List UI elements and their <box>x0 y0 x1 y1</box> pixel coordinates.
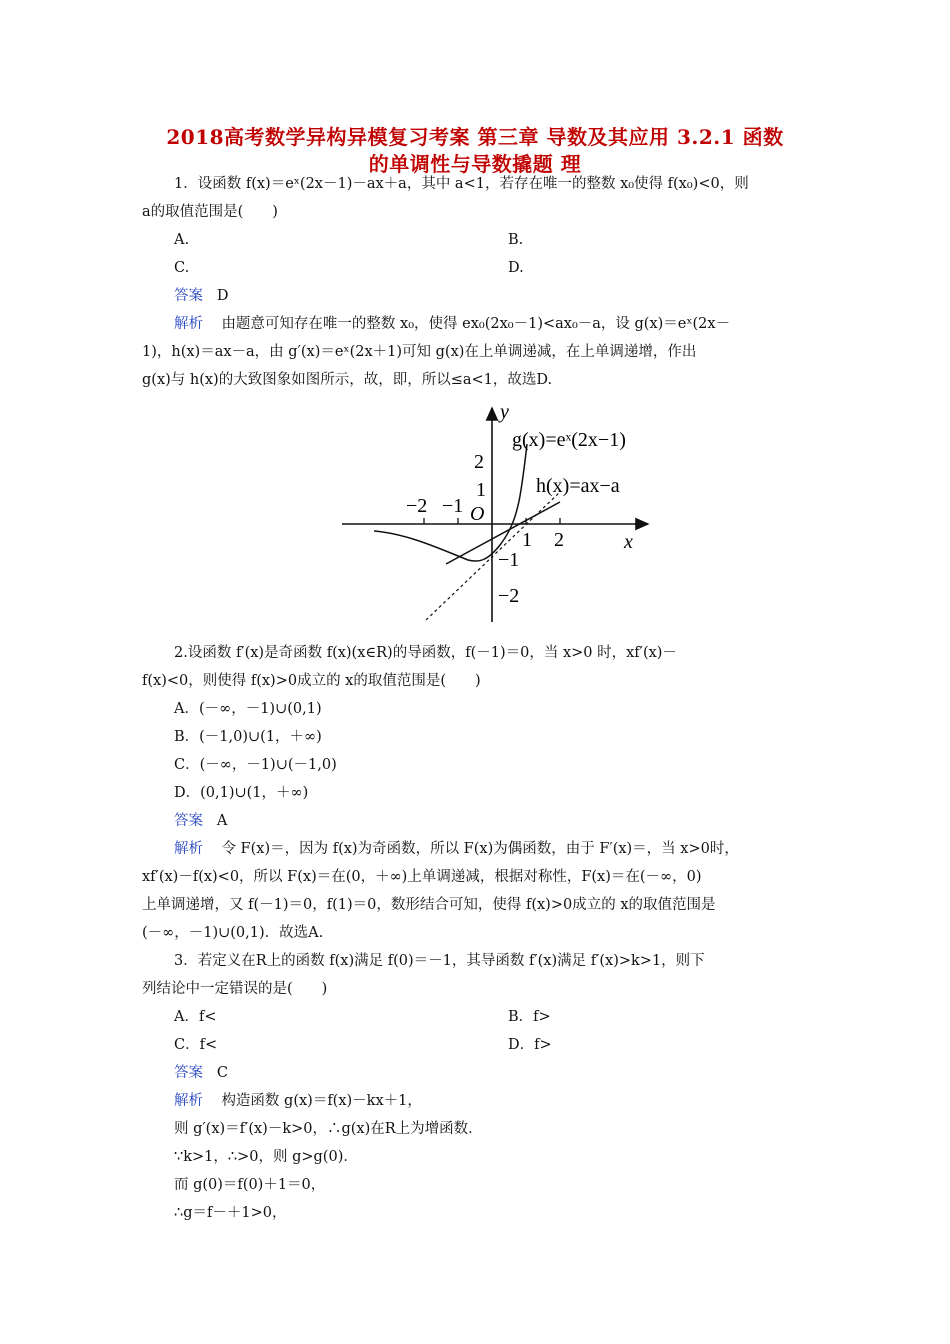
q2-analysis-line-2: xf′(x)－f(x)<0，所以 F(x)＝在(0，＋∞)上单调递减，根据对称性，F(x)＝在(－∞，0) <box>142 869 702 885</box>
answer-value: A <box>216 813 228 829</box>
tick-y-neg2: −2 <box>498 585 520 607</box>
answer-label: 答案 <box>174 1065 203 1081</box>
q2-option-d: D．(0,1)∪(1，＋∞) <box>174 785 309 801</box>
q1-stem-line-1: 1．设函数 f(x)＝eˣ(2x－1)－ax＋a，其中 a<1，若存在唯一的整数 x₀使得 f(x₀)<0，则 <box>174 176 749 192</box>
q1-option-c: C. <box>174 260 190 276</box>
document-title <box>120 124 830 178</box>
q3-option-c: C．f< <box>174 1037 218 1053</box>
q2-analysis-line-4: (－∞，－1)∪(0,1)．故选A. <box>142 925 324 941</box>
tick-y-neg1: −1 <box>498 549 520 571</box>
q2-stem-line-1: 2.设函数 f′(x)是奇函数 f(x)(x∈R)的导函数，f(－1)＝0，当 x>0 时，xf′(x)－ <box>174 645 677 661</box>
q3-answer <box>174 1063 810 1083</box>
q3-option-a: A．f< <box>174 1009 217 1025</box>
title-line-1: 2018高考数学异构异模复习考案 第三章 导数及其应用 3.2.1 函数 <box>166 125 784 149</box>
q1-option-d: D. <box>508 260 524 276</box>
q2-analysis-line-1 <box>174 839 810 859</box>
q3-analysis-line-3: ∵k>1，∴>0，则 g>g(0)． <box>174 1149 358 1165</box>
q2-option-b: B．(－1,0)∪(1，＋∞) <box>174 729 322 745</box>
q2-option-c: C．(－∞，－1)∪(－1,0) <box>174 757 337 773</box>
q3-option-d: D．f> <box>508 1037 552 1053</box>
analysis-text: 构造函数 g(x)＝f(x)－kx＋1， <box>221 1093 422 1109</box>
q3-analysis-line-4: 而 g(0)＝f(0)＋1＝0， <box>174 1177 326 1193</box>
answer-label: 答案 <box>174 813 203 829</box>
q3-analysis-line-5: ∴g＝f－＋1>0， <box>174 1205 287 1221</box>
q1-stem-line-2: a的取值范围是( ) <box>142 204 278 220</box>
analysis-label: 解析 <box>174 1093 203 1109</box>
analysis-label: 解析 <box>174 841 203 857</box>
tick-x-neg1: −1 <box>442 495 464 517</box>
q3-stem-line-2: 列结论中一定错误的是( ) <box>142 981 328 997</box>
tick-y-2: 2 <box>474 451 484 473</box>
h-function-label: h(x)=ax−a <box>536 475 620 497</box>
q2-stem-line-2: f(x)<0，则使得 f(x)>0成立的 x的取值范围是( ) <box>142 673 481 689</box>
q1-option-b: B. <box>508 232 524 248</box>
q2-answer <box>174 811 810 831</box>
origin-label: O <box>470 503 485 525</box>
tick-x-2: 2 <box>554 529 564 551</box>
answer-label: 答案 <box>174 288 203 304</box>
tick-y-1: 1 <box>476 479 486 501</box>
q1-analysis-line-1 <box>174 314 810 334</box>
function-graph-figure <box>328 400 658 628</box>
q1-analysis-line-3: g(x)与 h(x)的大致图象如图所示，故，即，所以≤a<1，故选D. <box>142 372 553 388</box>
analysis-label: 解析 <box>174 316 203 332</box>
answer-value: C <box>216 1065 228 1081</box>
q3-option-b: B．f> <box>508 1009 551 1025</box>
tick-x-1: 1 <box>522 529 532 551</box>
q1-analysis-line-2: 1)，h(x)＝ax－a，由 g′(x)＝eˣ(2x＋1)可知 g(x)在上单调递减，在上单调递增，作出 <box>142 344 697 360</box>
q3-stem-line-1: 3．若定义在R上的函数 f(x)满足 f(0)＝－1，其导函数 f′(x)满足 f′(x)>k>1，则下 <box>174 953 705 969</box>
y-axis-label: y <box>500 401 509 423</box>
analysis-text: 令 F(x)＝，因为 f(x)为奇函数，所以 F(x)为偶函数，由于 F′(x)＝，当 x>0时， <box>221 841 739 857</box>
g-function-label: g(x)=eˣ(2x−1) <box>512 429 626 451</box>
q3-analysis-line-2: 则 g′(x)＝f′(x)－k>0，∴g(x)在R上为增函数． <box>174 1121 483 1137</box>
answer-value: D <box>216 288 229 304</box>
q2-analysis-line-3: 上单调递增，又 f(－1)＝0，f(1)＝0，数形结合可知，使得 f(x)>0成立的 x的取值范围是 <box>142 897 716 913</box>
title-line-2: 的单调性与导数撬题 理 <box>368 152 582 176</box>
q3-analysis-line-1 <box>174 1091 810 1111</box>
q1-answer <box>174 286 810 306</box>
analysis-text: 由题意可知存在唯一的整数 x₀，使得 ex₀(2x₀－1)<ax₀－a，设 g(x)＝eˣ(2x－ <box>221 316 731 332</box>
x-axis-label: x <box>624 531 633 553</box>
q1-option-a: A. <box>174 232 190 248</box>
q2-option-a: A．(－∞，－1)∪(0,1) <box>174 701 322 717</box>
tick-x-neg2: −2 <box>406 495 428 517</box>
